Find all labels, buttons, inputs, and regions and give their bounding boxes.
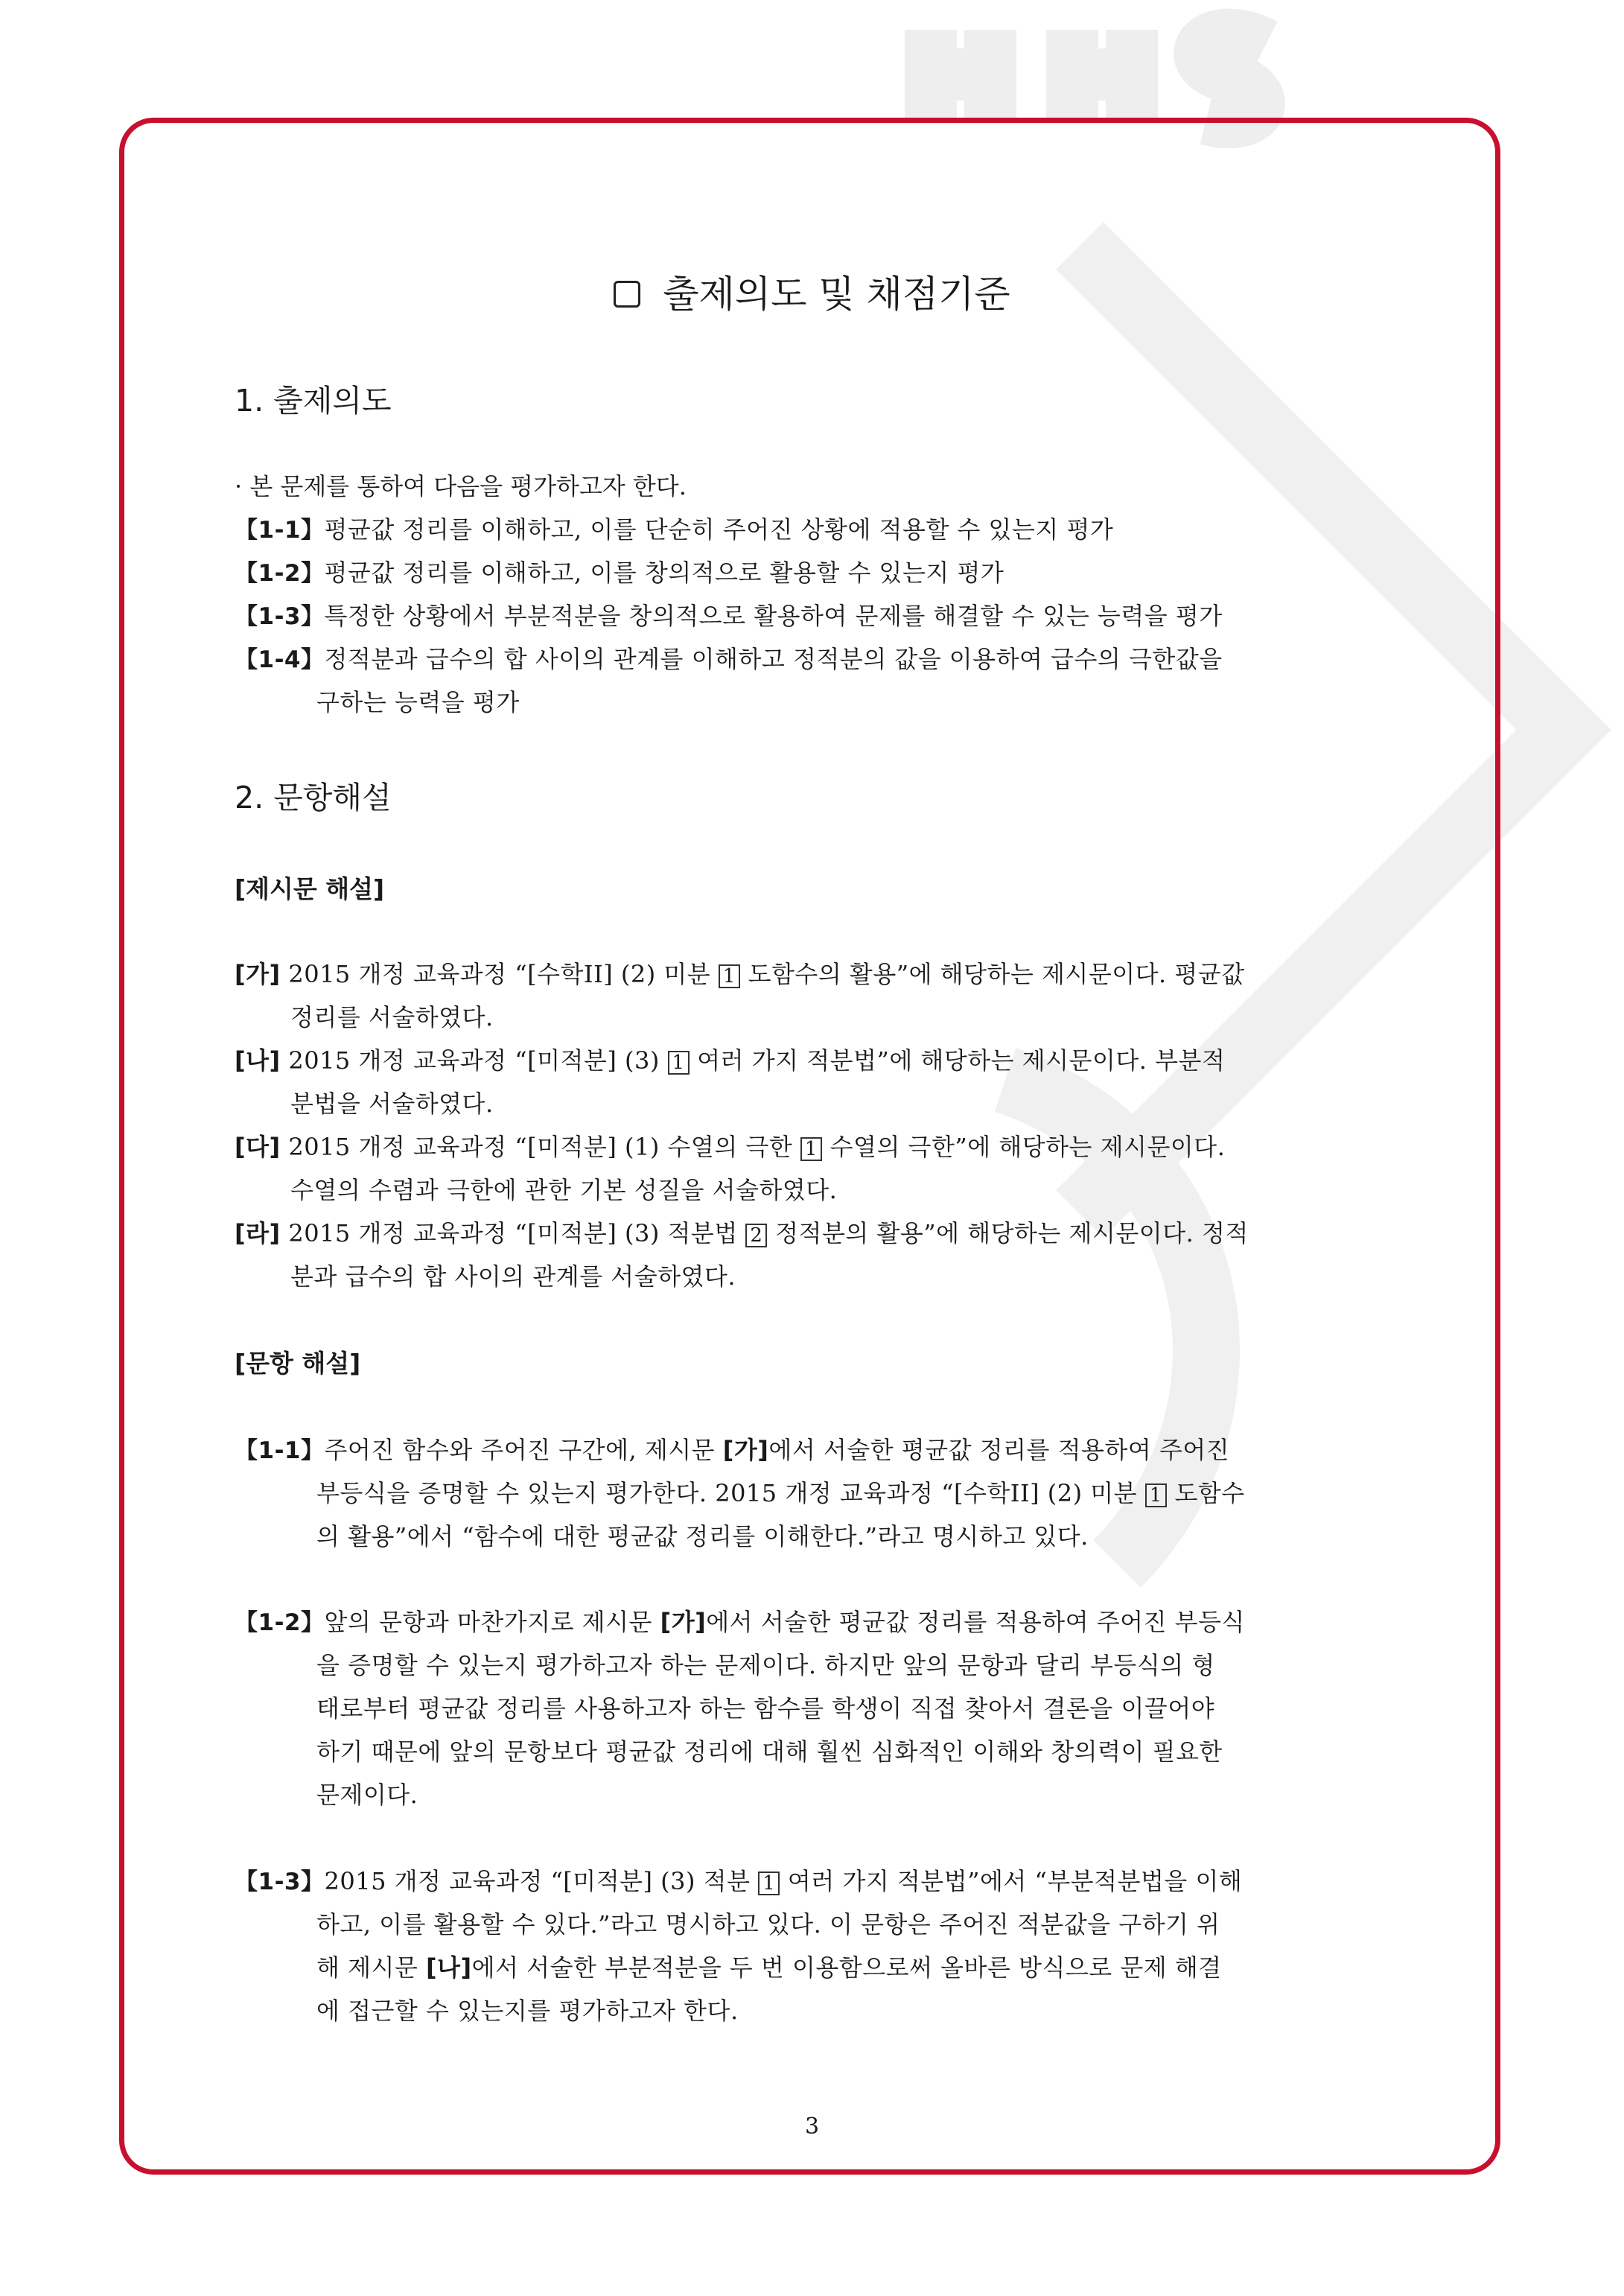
subheading-jesimun: [제시문 해설] — [235, 874, 385, 903]
question-item — [235, 1431, 1392, 1466]
passage-text: 수열의 극한”에 해당하는 제시문이다. — [821, 1133, 1226, 1161]
objective-tag: 【1-3】 — [235, 603, 325, 630]
question-continuation: 에 접근할 수 있는지를 평가하고자 한다. — [316, 1997, 739, 2025]
passage-reference: [나] — [426, 1953, 472, 1982]
question-continuation — [316, 1949, 1392, 1983]
passage-continuation: 수열의 수렴과 극한에 관한 기본 성질을 서술하였다. — [290, 1176, 838, 1204]
page-title — [0, 264, 1624, 318]
passage-tag: [다] — [235, 1133, 281, 1161]
passage-reference: [가] — [660, 1608, 707, 1636]
question-item — [235, 1603, 1392, 1638]
passage-text: 2015 개정 교육과정 “[미적분] (3) 적분법 — [288, 1219, 746, 1247]
page-number: 3 — [804, 2114, 820, 2140]
question-continuation: 의 활용”에서 “함수에 대한 평균값 정리를 이해한다.”라고 명시하고 있다. — [316, 1522, 1089, 1551]
passage-item — [235, 1215, 1392, 1249]
passage-tag: [가] — [235, 960, 281, 988]
objective-tag: 【1-4】 — [235, 646, 325, 673]
passage-text: 정적분의 활용”에 해당하는 제시문이다. 정적 — [767, 1219, 1249, 1247]
question-text: 해 제시문 — [316, 1953, 426, 1982]
passage-tag: [라] — [235, 1219, 281, 1247]
passage-continuation: 분과 급수의 합 사이의 관계를 서술하였다. — [290, 1262, 736, 1291]
question-continuation: 문제이다. — [316, 1781, 418, 1809]
passage-text: 2015 개정 교육과정 “[미적분] (1) 수열의 극한 — [288, 1133, 800, 1161]
question-text: 에서 서술한 평균값 정리를 적용하여 주어진 — [768, 1436, 1230, 1464]
question-tag: 【1-2】 — [235, 1609, 325, 1636]
question-continuation: 하고, 이를 활용할 수 있다.”라고 명시하고 있다. 이 문항은 주어진 적분값을 구하기 위 — [316, 1910, 1220, 1939]
subheading-munhang: [문항 해설] — [235, 1349, 361, 1378]
question-text: 2015 개정 교육과정 “[미적분] (3) 적분 — [324, 1867, 759, 1895]
section1-intro: · 본 문제를 통하여 다음을 평가하고자 한다. — [235, 472, 687, 500]
objective-tag: 【1-2】 — [235, 560, 325, 587]
question-text: 부등식을 증명할 수 있는지 평가한다. 2015 개정 교육과정 “[수학II] (2) 미분 — [316, 1479, 1145, 1507]
passage-item — [235, 1042, 1392, 1076]
question-text: 도함수 — [1166, 1479, 1245, 1507]
passage-text: 2015 개정 교육과정 “[미적분] (3) — [288, 1046, 668, 1075]
objective-tag: 【1-1】 — [235, 517, 325, 544]
page-title-text: 출제의도 및 채점기준 — [663, 273, 1010, 316]
objective-text: 평균값 정리를 이해하고, 이를 창의적으로 활용할 수 있는지 평가 — [324, 559, 1004, 587]
passage-continuation: 분법을 서술하였다. — [290, 1090, 494, 1118]
boxed-number: 1 — [1145, 1484, 1167, 1507]
boxed-number: 1 — [800, 1137, 822, 1161]
question-tag: 【1-1】 — [235, 1437, 325, 1464]
passage-text: 도함수의 활용”에 해당하는 제시문이다. 평균값 — [739, 960, 1245, 988]
question-continuation: 태로부터 평균값 정리를 사용하고자 하는 함수를 학생이 직접 찾아서 결론을 이끌어야 — [316, 1694, 1215, 1723]
objective-item — [235, 554, 1392, 588]
question-text: 주어진 함수와 주어진 구간에, 제시문 — [324, 1436, 723, 1464]
objective-item — [235, 511, 1392, 545]
question-text: 에서 서술한 부분적분을 두 번 이용함으로써 올바른 방식으로 문제 해결 — [471, 1953, 1222, 1982]
question-text: 앞의 문항과 마찬가지로 제시문 — [324, 1608, 660, 1636]
question-continuation: 을 증명할 수 있는지 평가하고자 하는 문제이다. 하지만 앞의 문항과 달리 부등식의 형 — [316, 1651, 1215, 1679]
question-continuation: 하기 때문에 앞의 문항보다 평균값 정리에 대해 훨씬 심화적인 이해와 창의력이 필요한 — [316, 1737, 1223, 1766]
boxed-number: 1 — [719, 964, 740, 988]
objective-text: 평균값 정리를 이해하고, 이를 단순히 주어진 상황에 적용할 수 있는지 평가 — [324, 515, 1114, 544]
passage-item — [235, 1128, 1392, 1163]
question-tag: 【1-3】 — [235, 1869, 325, 1895]
question-item — [235, 1863, 1392, 1897]
boxed-number: 1 — [668, 1051, 690, 1075]
passage-text: 여러 가지 적분법”에 해당하는 제시문이다. 부분적 — [689, 1046, 1226, 1075]
question-continuation — [316, 1475, 1392, 1509]
section1-heading: 1. 출제의도 — [235, 383, 392, 419]
objective-text: 정적분과 급수의 합 사이의 관계를 이해하고 정적분의 값을 이용하여 급수의 극한값을 — [324, 645, 1223, 673]
boxed-number: 2 — [745, 1224, 767, 1247]
passage-reference: [가] — [722, 1436, 769, 1464]
section2-heading: 2. 문항해설 — [235, 780, 392, 815]
checkbox-square-icon — [614, 281, 640, 308]
passage-item — [235, 955, 1392, 990]
objective-text: 특정한 상황에서 부분적분을 창의적으로 활용하여 문제를 해결할 수 있는 능력을 평가 — [324, 602, 1223, 630]
objective-item — [235, 597, 1392, 632]
passage-continuation: 정리를 서술하였다. — [290, 1003, 494, 1031]
passage-tag: [나] — [235, 1046, 281, 1075]
question-text: 여러 가지 적분법”에서 “부분적분법을 이해 — [780, 1867, 1243, 1895]
boxed-number: 1 — [758, 1872, 780, 1895]
question-text: 에서 서술한 평균값 정리를 적용하여 주어진 부등식 — [706, 1608, 1245, 1636]
objective-item — [235, 640, 1392, 675]
passage-text: 2015 개정 교육과정 “[수학II] (2) 미분 — [288, 960, 719, 988]
objective-continuation: 구하는 능력을 평가 — [316, 688, 520, 716]
